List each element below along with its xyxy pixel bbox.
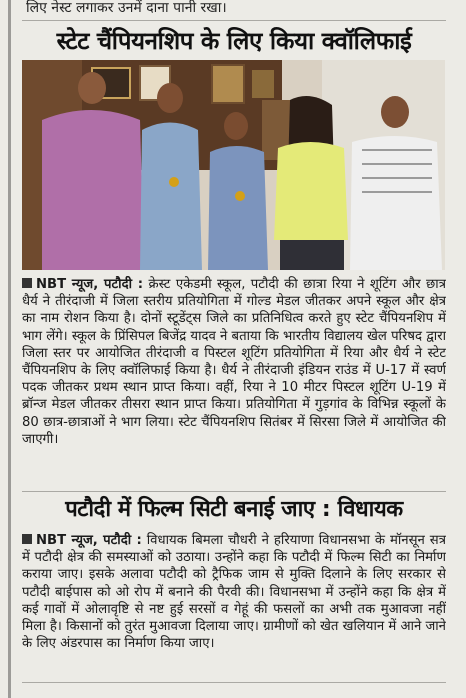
article1-dateline: NBT न्यूज, पटौदी : [36,277,144,292]
article2-text: विधायक बिमला चौधरी ने हरियाणा विधानसभा के मॉनसून सत्र में पटौदी क्षेत्र की समस्याओं को उठाया। उन्होंने कहा कि पटौदी में फिल्म सिटी का निर्माण कराया जाए। इसके अलावा पटौदी को ट्रैफिक जाम से मुक्ति दिलाने के लिए सरकार से पटौदी बाईपास को ओ रोप में बनाने की पैरवी की। विधानसभा में उन्होंने कहा कि क्षेत्र में कई गावों में ओलावृष्टि से नष्ट हुई सरसों व गेहूं की फसलों का अभी तक मुआवजा नहीं मिला है। किसानों को तुरंत मुआवजा दिलाया जाए। ग्रामीणों को खेत खलियान में आने जाने के लिए अंडरपास का निर्माण किया जाए। [22,533,446,652]
divider-rule [22,491,446,492]
article1-photo [22,60,445,270]
page-edge-shadow [8,0,11,698]
article2-body [22,532,446,682]
article2-dateline: NBT न्यूज, पटौदी : [36,533,142,548]
group-photo-illustration [22,60,445,270]
previous-article-tail: लिए नेस्ट लगाकर उनमें दाना पानी रखा। [26,0,227,16]
article1-headline: स्टेट चैंपियनशिप के लिए किया क्वॉलिफाई [56,27,412,55]
article2-headline: पटौदी में फिल्म सिटी बनाई जाए : विधायक [65,497,403,522]
bullet-square-icon [22,278,32,288]
divider-rule [22,682,446,683]
article1-text: क्रेस्ट एकेडमी स्कूल, पटौदी की छात्रा रिया ने शूटिंग और छात्र धैर्य ने तीरंदाजी में जिला स्तरीय प्रतियोगिता में गोल्ड मेडल जीतकर अपने स्कूल और क्षेत्र का नाम रोशन किया है। दोनों स्टूडेंट्स जिले का प्रतिनिधित्व करते हुए स्टेट चैंपियनशिप में भाग लेंगे। स्कूल के प्रिंसिपल बिजेंद्र यादव ने बताया कि भारतीय विद्यालय खेल परिषद द्वारा जिला स्तर पर आयोजित तीरंदाजी व पिस्टल शूटिंग प्रतियोगिता में रिया और धैर्य ने स्टेट चैंपियनशिप के लिए क्वॉलिफाई किया है। धैर्य ने तीरंदाजी इंडियन राउंड में U-17 में स्वर्ण पदक जीतकर प्रथम स्थान प्राप्त किया। वहीं, रिया ने 10 मीटर पिस्टल शूटिंग U-19 में ब्रॉन्ज मेडल जीतकर तीसरा स्थान प्राप्त किया। प्रतियोगिता में गुड़गांव के विभिन्न स्कूलों के 80 छात्र-छात्राओं ने भाग लिया। स्टेट चैंपियनशिप सितंबर में सिरसा जिले में आयोजित की जाएगी। [22,277,446,447]
divider-rule [22,20,446,21]
article1-body [22,276,446,490]
bullet-square-icon [22,534,32,544]
